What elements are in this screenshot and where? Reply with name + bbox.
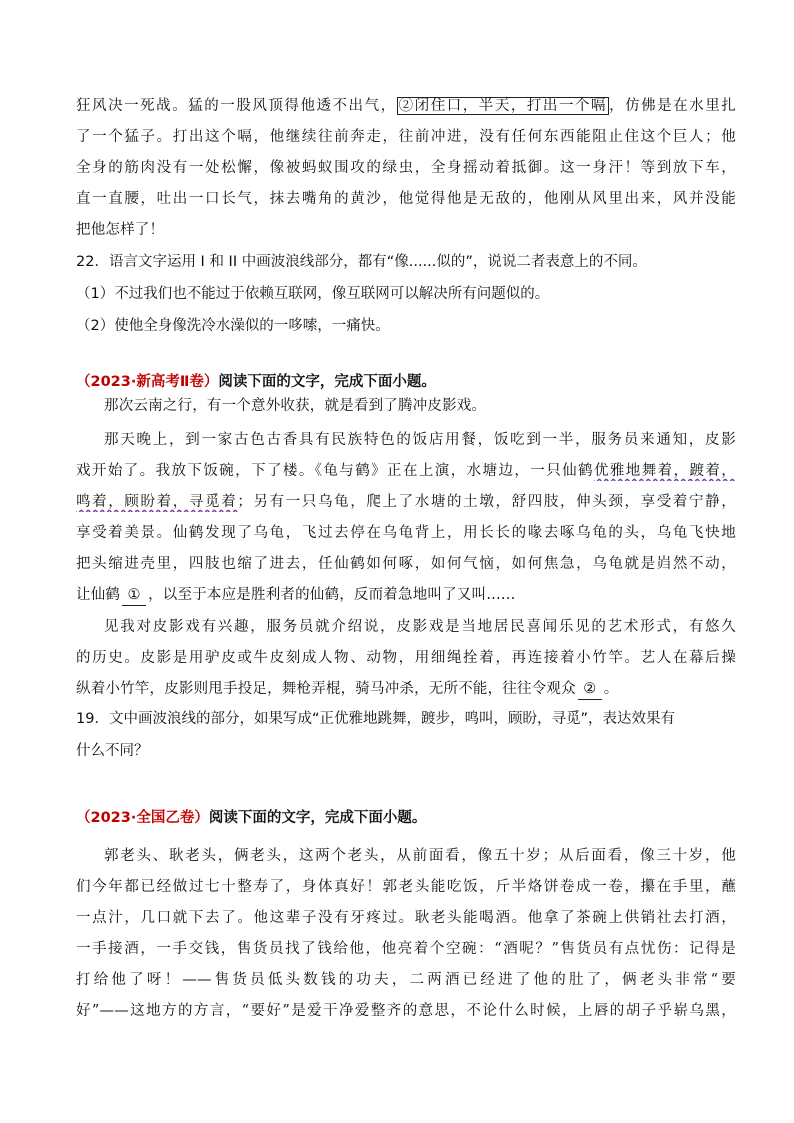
section-2-p2-line-3: 鸣着，顾盼着，寻觅着；另有一只乌龟，爬上了水塘的土墩，舒四肢，伸头颈，享受着宁静， — [76, 494, 736, 510]
passage-1-line-3: 全身的筋肉没有一处松懈，像被蚂蚁围攻的绿虫，全身摇动着抵御。这一身汗！等到放下车， — [76, 160, 736, 176]
passage-1-line-4: 直一直腰，吐出一口长气，抹去嘴角的黄沙，他觉得他是无敌的，他刚从风里出来，风并没能 — [76, 191, 736, 207]
question-19-line-1: 19．文中画波浪线的部分，如果写成“正优雅地跳舞，踱步，鸣叫，顾盼，寻觅”，表达效果有 — [76, 711, 675, 727]
question-19-line-2: 什么不同？ — [76, 743, 149, 759]
blank-2: ② — [578, 679, 602, 700]
section-2-p3-line-1: 见我对皮影戏有兴趣，服务员就介绍说，皮影戏是当地居民喜闻乐见的艺术形式，有悠久 — [104, 619, 736, 635]
section-2-p2-line-5: 把头缩进壳里，四肢也缩了进去，任仙鹤如何啄，如何气恼，如何焦急，乌龟就是岿然不动， — [76, 556, 736, 572]
wavy-underline-text: 鸣着，顾盼着，寻觅着 — [76, 494, 238, 510]
question-22-prompt: 22．语言文字运用 I 和 II 中画波浪线部分，都有“像......似的”，说说二者表意上的不同。 — [76, 254, 647, 270]
section-3-line-4: 一手接酒，一手交钱，售货员找了钱给他，他亮着个空碗：“酒呢？”售货员有点忧伤：记得是 — [76, 941, 736, 957]
section-3-line-5: 打给他了呀！——售货员低头数钱的功夫，二两酒已经进了他的肚了，俩老头非常“要 — [76, 972, 736, 988]
blank-1: ① — [122, 585, 146, 606]
section-3-line-1: 郭老头、耿老头，俩老头，这两个老头，从前面看，像五十岁；从后面看，像三十岁，他 — [104, 848, 736, 864]
section-2-p2-line-1: 那天晚上，到一家古色古香具有民族特色的饭店用餐，饭吃到一半，服务员来通知，皮影 — [104, 432, 736, 448]
section-2-header: （2023·新高考Ⅱ卷）阅读下面的文字，完成下面小题。 — [76, 374, 436, 390]
section-2-p3-line-2: 的历史。皮影是用驴皮或牛皮刻成人物、动物，用细绳拴着，再连接着小竹竿。艺人在幕后操 — [76, 650, 736, 666]
passage-1-line-2: 了一个猛子。打出这个嗝，他继续往前奔走，往前冲进，没有任何东西能阻止住这个巨人；他 — [76, 129, 736, 145]
question-22-item-1: （1）不过我们也不能过于依赖互联网，像互联网可以解决所有问题似的。 — [76, 286, 550, 302]
section-2-paragraph-1: 那次云南之行，有一个意外收获，就是看到了腾冲皮影戏。 — [104, 398, 487, 414]
passage-1-line-1: 狂风决一死战。猛的一股风顶得他透不出气， ②闭住口，半天，打出一个嗝 ，仿佛是在水里扎 — [76, 98, 736, 114]
section-2-p2-line-4: 享受着美景。仙鹤发现了乌龟，飞过去停在乌龟背上，用长长的喙去啄乌龟的头，乌龟飞快地 — [76, 525, 736, 541]
section-2-p3-line-3: 纵着小竹竿，皮影则甩手投足，舞枪弄棍，骑马冲杀，无所不能，往往令观众 ② 。 — [76, 679, 736, 700]
passage-1-line-5: 把他怎样了！ — [76, 222, 165, 238]
source-label: （2023·新高考Ⅱ卷） — [76, 374, 219, 390]
source-label: （2023·全国乙卷） — [76, 810, 209, 826]
section-3-line-2: 们今年都已经做过七十整寿了，身体真好！郭老头能吃饭，斤半烙饼卷成一卷，攥在手里，蘸 — [76, 879, 736, 895]
section-2-p2-line-2: 戏开始了。我放下饭碗，下了楼。《龟与鹤》正在上演，水塘边，一只仙鹤优雅地舞着，踱着， — [76, 463, 736, 479]
section-2-p2-line-6: 让仙鹤 ① ，以至于本应是胜利者的仙鹤，反而着急地叫了又叫…… — [76, 585, 736, 606]
section-3-line-3: 一点汁，几口就下去了。他这辈子没有牙疼过。耿老头能喝酒。他拿了茶碗上供销社去打酒， — [76, 910, 736, 926]
section-3-header: （2023·全国乙卷）阅读下面的文字，完成下面小题。 — [76, 810, 427, 826]
question-22-item-2: （2）使他全身像洗冷水澡似的一哆嗦，一痛快。 — [76, 318, 390, 334]
boxed-phrase: ②闭住口，半天，打出一个嗝 — [398, 98, 608, 114]
wavy-underline-text: 优雅地舞着，踱着， — [593, 463, 736, 479]
section-3-line-6: 好”——这地方的方言，“要好”是爱干净爱整齐的意思，不论什么时候，上唇的胡子乎崭乌黑， — [76, 1003, 736, 1019]
